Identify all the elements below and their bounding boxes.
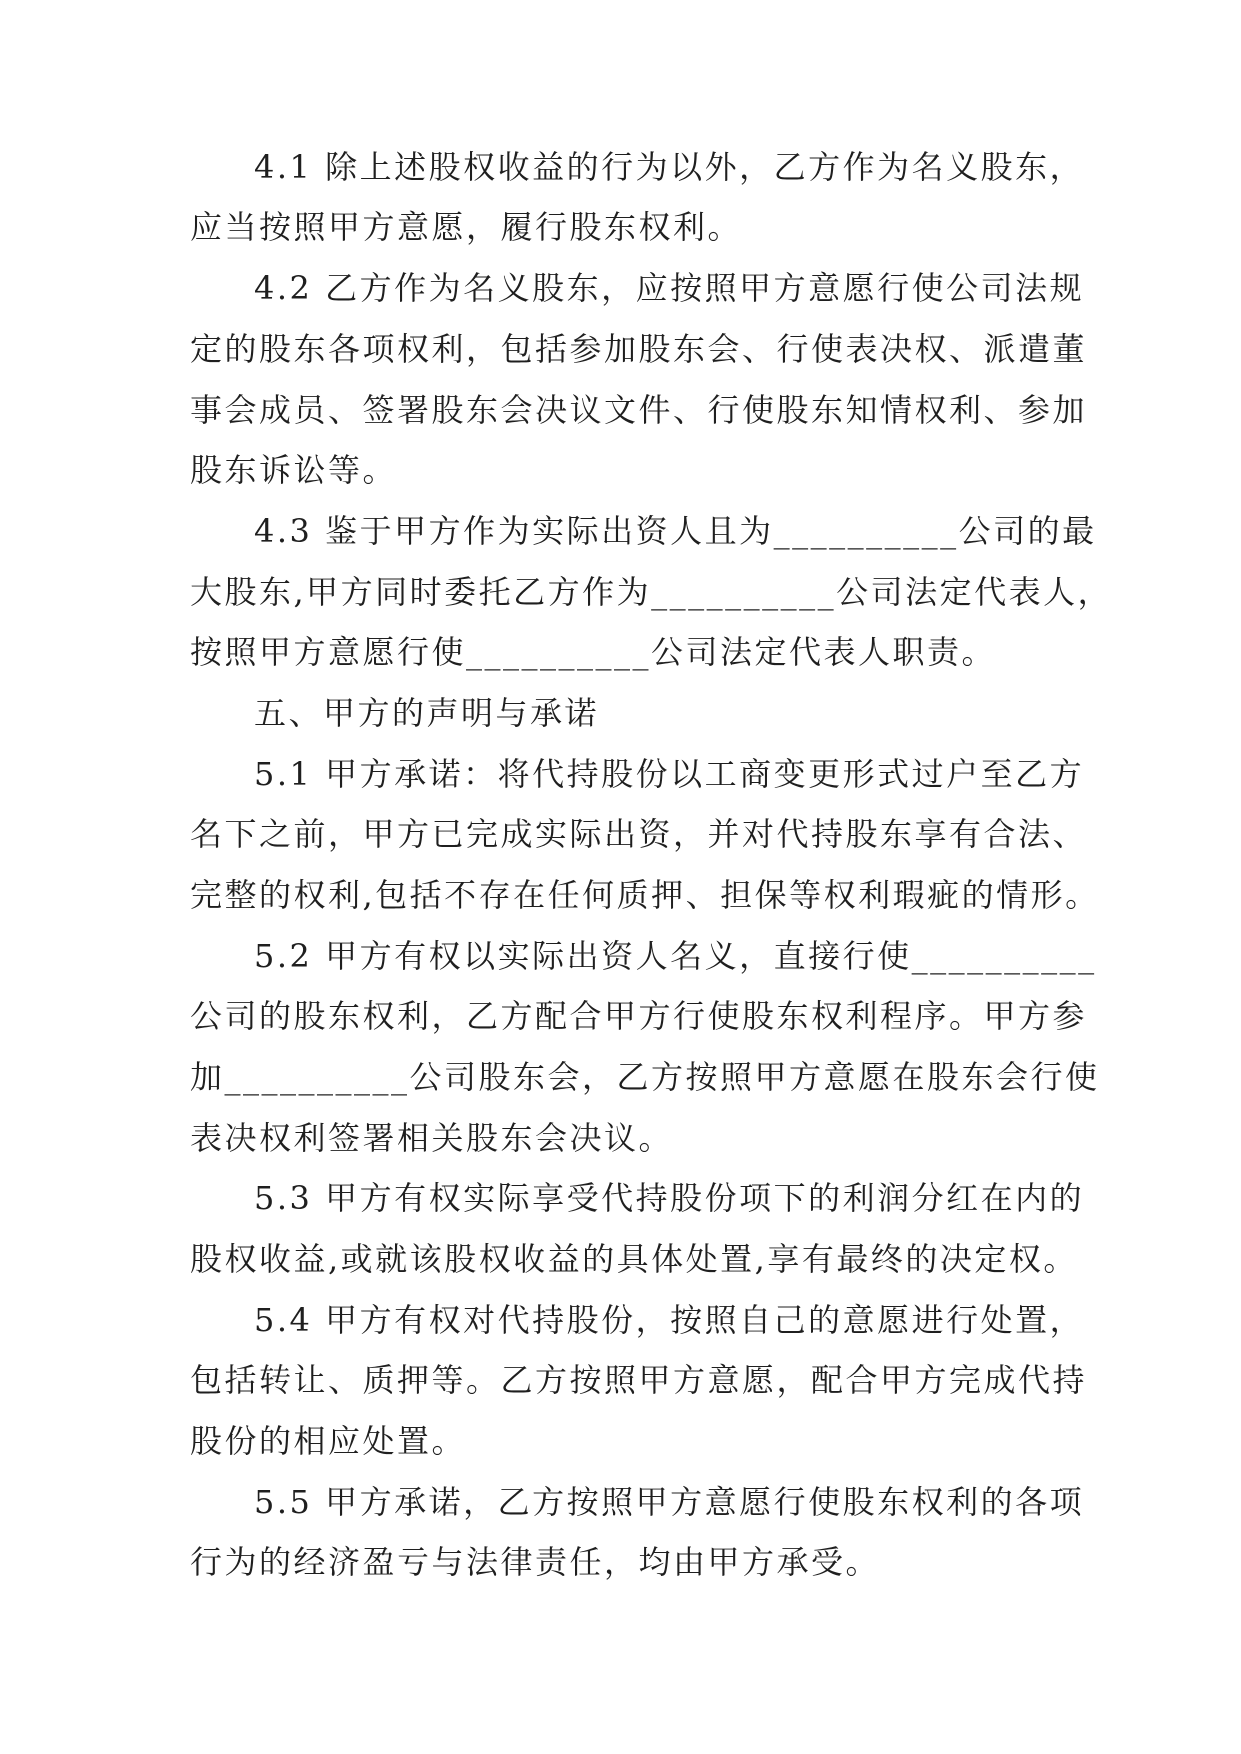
text-line: 按照甲方意愿行使__________公司法定代表人职责。 xyxy=(190,633,997,671)
text-line: 5.1 甲方承诺：将代持股份以工商变更形式过户至乙方 xyxy=(254,755,1085,793)
text-line: 5.5 甲方承诺，乙方按照甲方意愿行使股东权利的各项 xyxy=(254,1483,1085,1521)
text-line: 应当按照甲方意愿，履行股东权利。 xyxy=(190,208,743,246)
text-line: 4.3 鉴于甲方作为实际出资人且为__________公司的最 xyxy=(254,512,1097,550)
text-line: 4.2 乙方作为名义股东，应按照甲方意愿行使公司法规 xyxy=(254,269,1085,307)
text-line: 表决权利签署相关股东会决议。 xyxy=(190,1119,674,1157)
text-line: 完整的权利,包括不存在任何质押、担保等权利瑕疵的情形。 xyxy=(190,876,1100,914)
text-line: 4.1 除上述股权收益的行为以外，乙方作为名义股东， xyxy=(254,148,1085,186)
text-line: 股份的相应处置。 xyxy=(190,1422,467,1460)
text-line: 行为的经济盈亏与法律责任，均由甲方承受。 xyxy=(190,1543,881,1581)
text-line: 定的股东各项权利，包括参加股东会、行使表决权、派遣董 xyxy=(190,330,1088,368)
text-line: 名下之前，甲方已完成实际出资，并对代持股东享有合法、 xyxy=(190,815,1088,853)
section-heading: 五、甲方的声明与承诺 xyxy=(254,694,600,732)
text-line: 5.3 甲方有权实际享受代持股份项下的利润分红在内的 xyxy=(254,1179,1085,1217)
text-line: 公司的股东权利，乙方配合甲方行使股东权利程序。甲方参 xyxy=(190,997,1088,1035)
text-line: 事会成员、签署股东会决议文件、行使股东知情权利、参加 xyxy=(190,391,1088,429)
text-line: 5.4 甲方有权对代持股份，按照自己的意愿进行处置， xyxy=(254,1301,1085,1339)
text-line: 股权收益,或就该股权收益的具体处置,享有最终的决定权。 xyxy=(190,1240,1078,1278)
text-line: 包括转让、质押等。乙方按照甲方意愿，配合甲方完成代持 xyxy=(190,1361,1088,1399)
text-line: 加__________公司股东会，乙方按照甲方意愿在股东会行使 xyxy=(190,1058,1100,1096)
text-line: 5.2 甲方有权以实际出资人名义，直接行使__________ xyxy=(254,937,1097,975)
text-line: 大股东,甲方同时委托乙方作为__________公司法定代表人， xyxy=(190,573,1113,611)
text-line: 股东诉讼等。 xyxy=(190,451,398,489)
